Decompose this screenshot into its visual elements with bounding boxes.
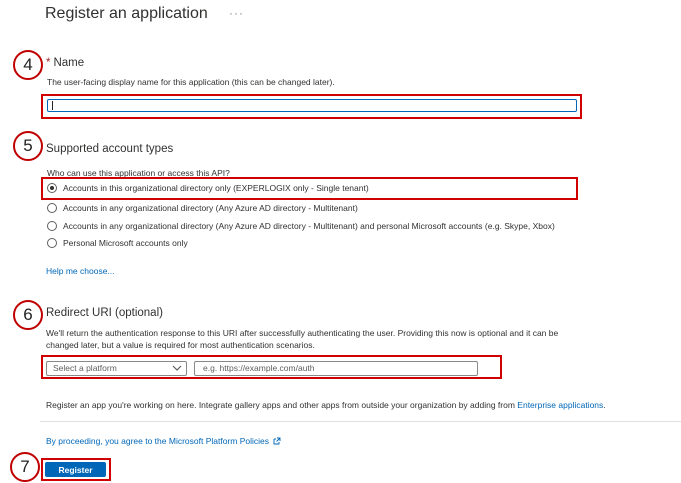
radio-label: Personal Microsoft accounts only — [63, 238, 188, 248]
account-types-question: Who can use this application or access this API? — [47, 168, 230, 178]
platform-policies-link[interactable] — [46, 435, 281, 447]
callout-badge: 7 — [10, 452, 40, 482]
redirect-uri-input[interactable]: e.g. https://example.com/auth — [194, 361, 478, 376]
radio-label: Accounts in any organizational directory (Any Azure AD directory - Multitenant) and personal Microsoft accounts (e.g. Skype, Xbox) — [63, 221, 555, 231]
platform-select[interactable] — [46, 361, 187, 376]
help-me-choose-link[interactable]: Help me choose... — [46, 266, 115, 276]
external-link-icon — [273, 437, 281, 445]
callout-badge: 5 — [13, 131, 43, 161]
radio-button[interactable] — [47, 221, 57, 231]
register-note — [46, 399, 606, 411]
required-mark: * — [46, 57, 51, 69]
divider — [40, 421, 681, 422]
radio-multitenant-personal[interactable] — [47, 221, 555, 231]
platform-policies-text: By proceeding, you agree to the Microsoft Platform Policies — [46, 436, 269, 446]
radio-label: Accounts in any organizational directory (Any Azure AD directory - Multitenant) — [63, 203, 358, 213]
radio-button[interactable] — [47, 203, 57, 213]
name-label — [46, 57, 84, 69]
name-description: The user-facing display name for this application (this can be changed later). — [47, 77, 335, 87]
more-icon[interactable]: ··· — [229, 6, 244, 20]
account-types-title: Supported account types — [46, 143, 174, 155]
name-input[interactable] — [47, 99, 577, 112]
redirect-uri-title: Redirect URI (optional) — [46, 307, 163, 319]
callout-badge: 6 — [13, 300, 43, 330]
radio-button-checked[interactable] — [47, 183, 57, 193]
register-button[interactable]: Register — [45, 462, 106, 477]
register-note-text: Register an app you're working on here. Integrate gallery apps and other apps from outside your organization by adding from — [46, 400, 518, 410]
callout-badge: 4 — [13, 50, 43, 80]
chevron-down-icon — [172, 363, 182, 373]
redirect-uri-description-2: changed later, but a value is required for most authentication scenarios. — [46, 340, 315, 350]
radio-personal-only[interactable] — [47, 238, 188, 248]
radio-label: Accounts in this organizational directory only (EXPERLOGIX only - Single tenant) — [63, 183, 369, 193]
redirect-uri-description-1: We'll return the authentication response to this URI after successfully authenticating the user. Providing this now is optional and it can be — [46, 328, 559, 338]
page-title: Register an application — [45, 5, 208, 22]
radio-multitenant[interactable] — [47, 203, 358, 213]
name-label-text: Name — [53, 57, 85, 69]
radio-single-tenant[interactable] — [47, 183, 369, 193]
register-note-end: . — [603, 400, 606, 410]
text-caret — [52, 101, 53, 110]
platform-select-value: Select a platform — [53, 363, 117, 373]
radio-button[interactable] — [47, 238, 57, 248]
enterprise-applications-link[interactable]: Enterprise applications — [517, 400, 604, 410]
